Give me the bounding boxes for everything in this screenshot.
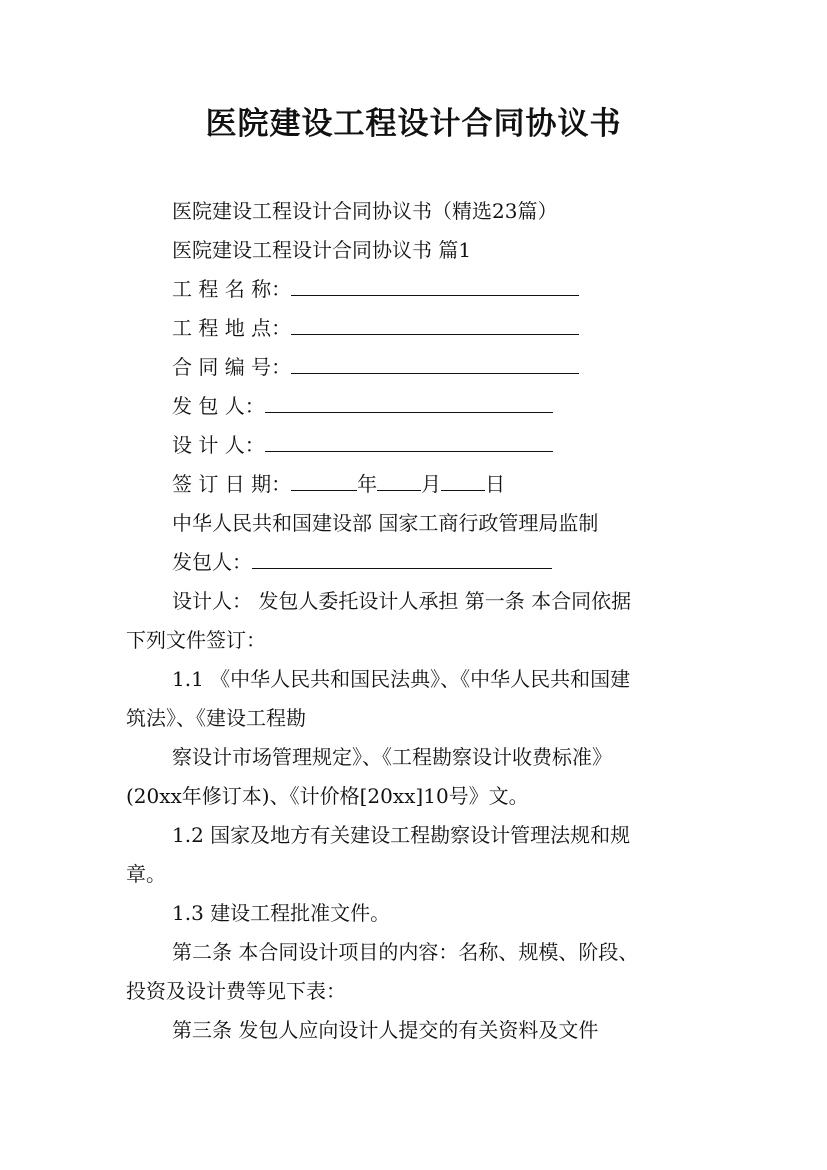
employer2-blank xyxy=(252,550,552,569)
project-name-blank xyxy=(291,277,579,296)
year-label: 年 xyxy=(357,472,378,496)
paragraph-1-line-2: 下列文件签订： xyxy=(126,628,266,652)
designer-blank xyxy=(265,433,553,452)
employer-row xyxy=(172,393,553,419)
project-site-row xyxy=(172,315,579,341)
month-blank xyxy=(377,472,421,491)
employer-label: 发 包 人： xyxy=(172,394,265,418)
section-heading: 医院建设工程设计合同协议书 篇1 xyxy=(172,238,472,262)
contract-no-label: 合 同 编 号： xyxy=(172,355,292,379)
sign-date-label: 签 订 日 期： xyxy=(172,472,292,496)
project-site-label: 工 程 地 点： xyxy=(172,316,292,340)
sign-date-row xyxy=(172,471,505,497)
day-label: 日 xyxy=(485,472,506,496)
paragraph-2-line-1: 1.1 《中华人民共和国民法典》、《中华人民共和国建 xyxy=(172,667,631,691)
paragraph-1-line-1: 设计人： 发包人委托设计人承担 第一条 本合同依据 xyxy=(172,589,632,613)
subtitle-line: 医院建设工程设计合同协议书（精选23篇） xyxy=(172,199,558,223)
paragraph-7: 第三条 发包人应向设计人提交的有关资料及文件 xyxy=(172,1018,599,1042)
paragraph-3-line-2: (20xx年修订本)、《计价格[20xx]10号》文。 xyxy=(126,784,529,808)
day-blank xyxy=(441,472,485,491)
supervisor-line: 中华人民共和国建设部 国家工商行政管理局监制 xyxy=(172,511,599,535)
paragraph-4-line-2: 章。 xyxy=(126,862,166,886)
paragraph-5: 1.3 建设工程批准文件。 xyxy=(172,901,391,925)
project-name-row xyxy=(172,276,579,302)
project-site-blank xyxy=(291,316,579,335)
paragraph-3-line-1: 察设计市场管理规定》、《工程勘察设计收费标准》 xyxy=(172,745,612,769)
designer-label: 设 计 人： xyxy=(172,433,265,457)
employer2-label: 发包人： xyxy=(172,550,252,574)
paragraph-4-line-1: 1.2 国家及地方有关建设工程勘察设计管理法规和规 xyxy=(172,823,631,847)
contract-no-row xyxy=(172,354,579,380)
employer2-row xyxy=(172,549,552,575)
paragraph-2-line-2: 筑法》、《建设工程勘 xyxy=(126,706,306,730)
contract-no-blank xyxy=(291,355,579,374)
designer-row xyxy=(172,432,553,458)
paragraph-6-line-1: 第二条 本合同设计项目的内容：名称、规模、阶段、 xyxy=(172,940,639,964)
month-label: 月 xyxy=(421,472,442,496)
year-blank xyxy=(291,472,357,491)
employer-blank xyxy=(265,394,553,413)
paragraph-6-line-2: 投资及设计费等见下表： xyxy=(126,979,346,1003)
document-title: 医院建设工程设计合同协议书 xyxy=(205,106,622,142)
project-name-label: 工 程 名 称： xyxy=(172,277,292,301)
